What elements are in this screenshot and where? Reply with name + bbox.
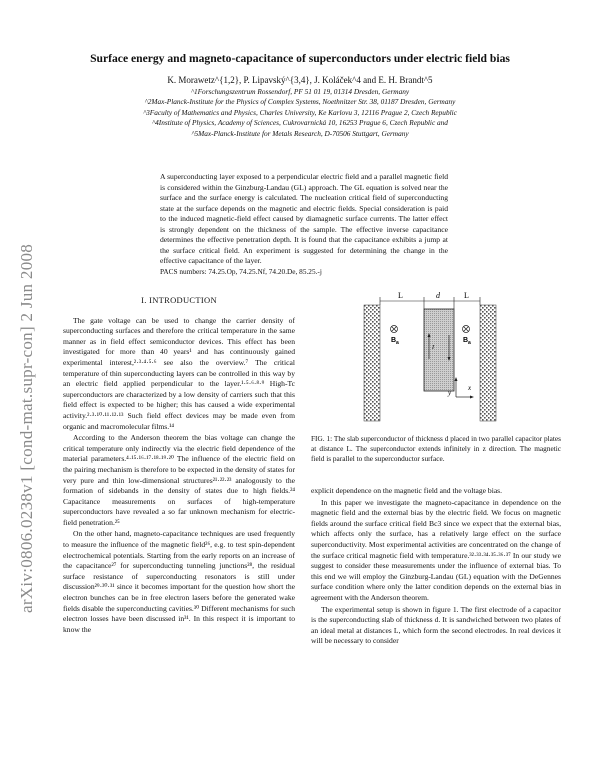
label-L-left: L [398,291,403,300]
paragraph: According to the Anderson theorem the bias voltage can change the critical temperature only indirectly via the electric field dependence of the material parameters.⁴·¹⁵·¹⁶·¹⁷·¹⁸·¹⁹·²⁰ The influence of the electric field on the pairing mechanism is therefore to be expected in the density of states for very pure and thin low-dimensional structures²¹·²²·²³ analogously to the formation of sidebands in the density of states due to high fields.²⁴ Capacitance measurements on surfaces of high-temperature superconductors have revealed a so far unknown mechanism for electric-field penetration.²⁵ [63,433,295,527]
svg-text:B: B [463,337,469,344]
svg-text:y: y [448,389,452,397]
label-d: d [436,291,440,300]
right-capacitor-plate [480,305,496,421]
label-L-right: L [464,291,469,300]
paragraph: In this paper we investigate the magneto-capacitance in dependence on the magnetic field and the external bias by the electric field. We focus on magnetic fields around the surface critical field Bc3 since we expect that the external bias, which affects only the surface, has a relatively large effect on the surface superconductivity. Most experimental activities are concentrated on the change of the surface critical magnetic field with temperature.³²·³³·³⁴·³⁵·³⁶·³⁷ In our study we suggest to consider these measurements under the influence of external bias. To this end we will employ the Ginzburg-Landau (GL) equation with the DeGennes surface condition where only the latter condition depends on the external bias in agreement with the Anderson theorem. [311,497,561,602]
pacs-numbers: PACS numbers: 74.25.Op, 74.25.Nf, 74.20.De, 85.25.-j [160,267,322,276]
svg-text:a: a [468,340,471,346]
svg-text:B: B [391,337,397,344]
affiliation-5: ^5Max-Planck-Institute for Metals Research, D-70506 Stuttgart, Germany [191,128,409,138]
svg-text:a: a [396,340,399,346]
paragraph: The gate voltage can be used to change the carrier density of superconducting surfaces and therefore the critical temperature in the same manner as in field effect semiconductor devices. This effect has been investigated for more than 40 years¹ and has continuously gained experimental interest,²·³·⁴·⁵·⁶ see also the overview.⁷ The critical temperature of thin superconducting layers can be controlled in this way by an electric field applied perpendicular to the layer.¹·⁵·⁶·⁸·⁹ High-Tc superconductors are characterized by a low density of carriers such that this field effect is expected to be higher; this has caused a wide experimental activity.²·³·¹⁰·¹¹·¹²·¹³ Such field effect devices may be made even from organic and macromolecular films.¹⁴ [63,315,295,431]
paragraph: explicit dependence on the magnetic field and the voltage bias. [311,486,503,495]
figure-caption: FIG. 1: The slab superconductor of thickness d placed in two parallel capacitor plates at distance L. The superconductor extends infinitely in z direction. The magnetic field is parallel to the superconductor surface. [311,434,561,464]
superconducting-slab [424,309,454,391]
magnetic-field-symbol-right [463,326,472,347]
section-heading: I. INTRODUCTION [141,295,217,305]
affiliation-4: ^4Institute of Physics, Academy of Sciences, Cukrovarnická 10, 16253 Prague 6, Czech Republic and [152,118,448,128]
paper-title: Surface energy and magneto-capacitance of superconductors under electric field bias [90,52,510,65]
magnetic-field-symbol-left [391,326,400,347]
affiliation-3: ^3Faculty of Mathematics and Physics, Charles University, Ke Karlovu 3, 12116 Prague 2, Czech Republic [143,107,457,117]
affiliations [40,87,560,139]
label-current: I [432,345,434,351]
affiliation-1: ^1Forschungszentrum Rossendorf, PF 51 01 19, 01314 Dresden, Germany [190,87,410,96]
left-capacitor-plate [364,305,380,421]
arxiv-stamp: arXiv:0806.0238v1 [cond-mat.supr-con] 2 Jun 2008 [17,243,36,613]
authors: K. Morawetz^{1,2}, P. Lipavský^{3,4}, J. Koláček^4 and E. H. Brandt^5 [167,75,433,85]
paragraph: The experimental setup is shown in figure 1. The first electrode of a capacitor is the superconducting slab of thickness d. It is sandwiched between two plates of an ideal metal at distances L, which form the second electrodes. In real devices it will be necessary to consider [311,604,561,646]
abstract: A superconducting layer exposed to a perpendicular electric field and a parallel magnetic field is considered within the Ginzburg-Landau (GL) approach. The GL equation is solved near the surface and the surface energy is calculated. The nucleation critical field of superconducting state at the surface depends on the magnetic and electric fields. Special consideration is paid to the induced magnetic-field effect caused by diamagnetic surface currents. The latter effect is strongly dependent on the thickness of the sample. The effective inverse capacitance determines the effective penetration depth. It is found that the capacitance exhibits a jump at the surface critical field. An experiment is suggested for determining the change in the effective capacitance of the layer. [160,172,448,265]
svg-text:x: x [468,384,472,392]
left-column [63,295,295,635]
paragraph: On the other hand, magneto-capacitance techniques are used frequently to measure the influence of the magnetic field²⁶, e.g. to test spin-dependent electrochemical potentials. Starting from the early reports on an increase of the capacitance²⁷ for superconducting tunneling junctions²⁸, the residual surface resistance of superconducting resonators is still under discussion²⁹·³⁰·³¹ since it becomes important for the question how short the electron bunches can be in free electron lasers before the generated wake fields disable the superconducting cavities.³⁰ Different mechanisms for such electron losses have been discussed in³¹. In this respect it is important to know the [63,529,295,634]
right-column [311,486,561,647]
affiliation-2: ^2Max-Planck-Institute for the Physics of Complex Systems, Noethnitzer Str. 38, 01187 Dresden, Germany [144,97,456,107]
figure-1 [364,291,514,421]
